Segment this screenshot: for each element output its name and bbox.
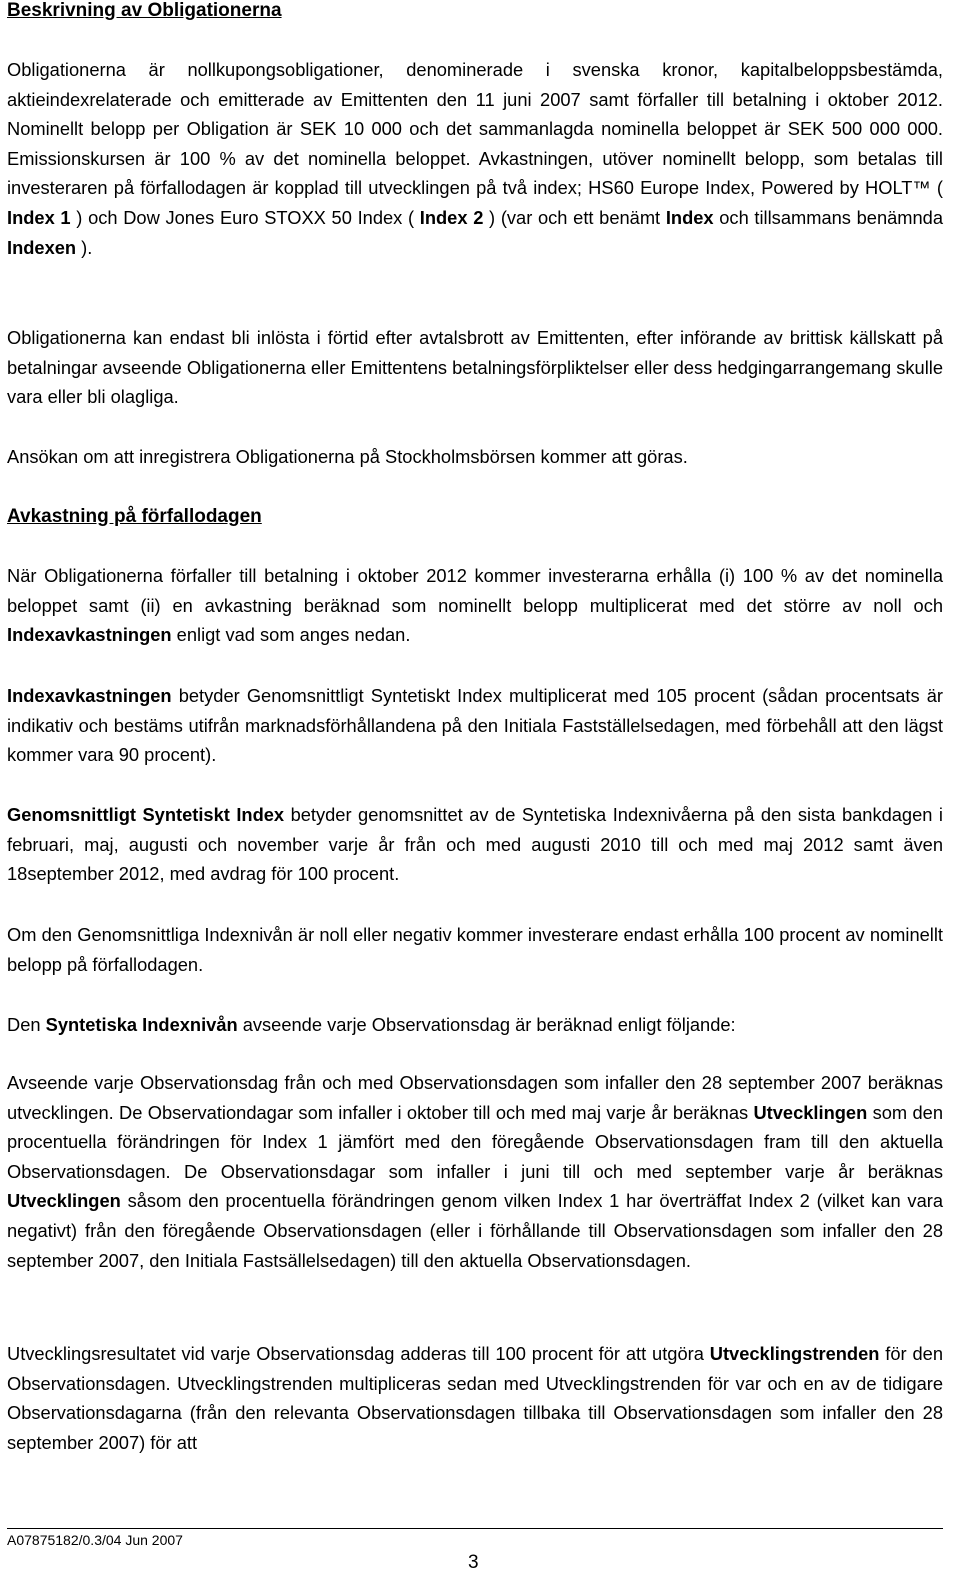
text-run: för den Observationsdagen. Utvecklingstrenden multipliceras sedan med Utvecklingstrenden för var och en av de tidigare Observationsdagarna (från den relevanta Observationsdagen tillbaka till Observationsdagen som infaller den 28 september 2007) för att — [7, 1343, 943, 1453]
text-run: betyder genomsnittet av de Syntetiska Indexnivåerna på den sista bankdagen i februari, maj, augusti och november varje år från och med augusti 2010 till och med maj 2012 samt även 18september 2012, med avdrag för 100 procent. — [7, 804, 943, 885]
text-run: enligt vad som anges nedan. — [171, 624, 411, 646]
text-run: Avseende varje Observationsdag från och med Observationsdagen som infaller den 28 september 2007 beräknas utvecklingen. De Observationdagar som infaller i oktober till och med maj varje år beräknas — [7, 1072, 943, 1123]
footer-divider — [7, 1528, 943, 1529]
text-run: När Obligationerna förfaller till betalning i oktober 2012 kommer investerarna erhålla (i) 100 % av det nominella beloppet samt (ii) en avkastning beräknad som nominellt belopp multiplicerat med det större av noll och — [7, 565, 943, 616]
term-genomsnittligt-syntetiskt-index: Genomsnittligt Syntetiskt Index — [7, 804, 285, 825]
term-utvecklingen: Utvecklingen — [753, 1101, 868, 1123]
term-indexen: Indexen — [7, 236, 77, 258]
paragraph-maturity-return — [7, 561, 943, 650]
text-run: såsom den procentuella förändringen genom vilken Index 1 har överträffat Index 2 (vilket kan vara negativt) från den föregående Observationsdagen (eller i förhållande till Observationsdagen som infaller den 28 september 2007, den Initiala Fastsällelsedagen) till den aktuella Observationsdagen. — [7, 1190, 943, 1271]
paragraph-observation-days — [7, 1068, 943, 1275]
term-indexavkastningen: Indexavkastningen — [7, 624, 172, 646]
paragraph-genomsnittligt-definition — [7, 800, 943, 889]
text-run: ) och Dow Jones Euro STOXX 50 Index ( — [70, 206, 420, 228]
text-run: betyder Genomsnittligt Syntetiskt Index multiplicerat med 105 procent (sådan procentsats är indikativ och bestäms utifrån marknadsförhållandena på den Initiala Fastställelsedagen, med förbehåll att den lägst kommer vara 90 procent). — [7, 685, 943, 766]
term-utvecklingstrenden: Utvecklingstrenden — [709, 1343, 880, 1364]
term-indexavkastningen: Indexavkastningen — [7, 685, 172, 706]
paragraph-description — [7, 55, 943, 262]
text-run: som den procentuella förändringen för Index 1 jämfört med den föregående Observationsdagen fram till den aktuella Observationsdagen. De Observationsdagar som infaller i juni till och med september varje år beräknas — [7, 1101, 943, 1182]
text-run: ). — [76, 236, 93, 258]
text-run: och tillsammans benämnda — [713, 206, 944, 228]
term-index: Index — [665, 206, 714, 228]
page-number: 3 — [468, 1552, 479, 1573]
term-utvecklingen: Utvecklingen — [7, 1190, 121, 1212]
paragraph-syntetiska-indexnivan — [7, 1010, 943, 1040]
paragraph-utvecklingstrenden — [7, 1339, 943, 1457]
term-index-2: Index 2 — [419, 206, 484, 228]
section-heading-beskrivning: Beskrivning av Obligationerna — [7, 0, 282, 21]
text-run: avseende varje Observationsdag är beräknad enligt följande: — [237, 1014, 736, 1035]
paragraph-indexavkastningen-definition — [7, 681, 943, 770]
section-heading-avkastning: Avkastning på förfallodagen — [7, 506, 262, 527]
term-index-1: Index 1 — [7, 206, 71, 228]
paragraph-early-redemption: Obligationerna kan endast bli inlösta i förtid efter avtalsbrott av Emittenten, efter införande av brittisk källskatt på betalningar avseende Obligationerna eller Emittentens betalningsförpliktelser eller dess hedgingarrangemang skulle vara eller bli olagliga. — [7, 327, 943, 408]
text-run: Utvecklingsresultatet vid varje Observationsdag adderas till 100 procent för att utgöra — [7, 1343, 710, 1364]
footer-document-code: A07875182/0.3/04 Jun 2007 — [7, 1532, 183, 1548]
text-run: Den — [7, 1014, 46, 1035]
paragraph-negative-level: Om den Genomsnittliga Indexnivån är noll eller negativ kommer investerare endast erhålla 100 procent av nominellt belopp på förfallodagen. — [7, 924, 943, 975]
text-run: Obligationerna är nollkupongsobligationer, denominerade i svenska kronor, kapitalbeloppsbestämda, aktieindexrelaterade och emitterade av Emittenten den 11 juni 2007 samt förfaller till betalning i oktober 2012. Nominellt belopp per Obligation är SEK 10 000 och det sammanlagda nominella beloppet är SEK 500 000 000. Emissionskursen är 100 % av det nominella beloppet. Avkastningen, utöver nominellt belopp, som betalas till investeraren på förfallodagen är kopplad till utvecklingen på två index; HS60 Europe Index, Powered by HOLT™ ( — [7, 59, 943, 199]
text-run: ) (var och ett benämt — [483, 206, 666, 228]
paragraph-listing: Ansökan om att inregistrera Obligationerna på Stockholmsbörsen kommer att göras. — [7, 446, 688, 467]
term-syntetiska-indexnivan: Syntetiska Indexnivån — [45, 1014, 238, 1035]
